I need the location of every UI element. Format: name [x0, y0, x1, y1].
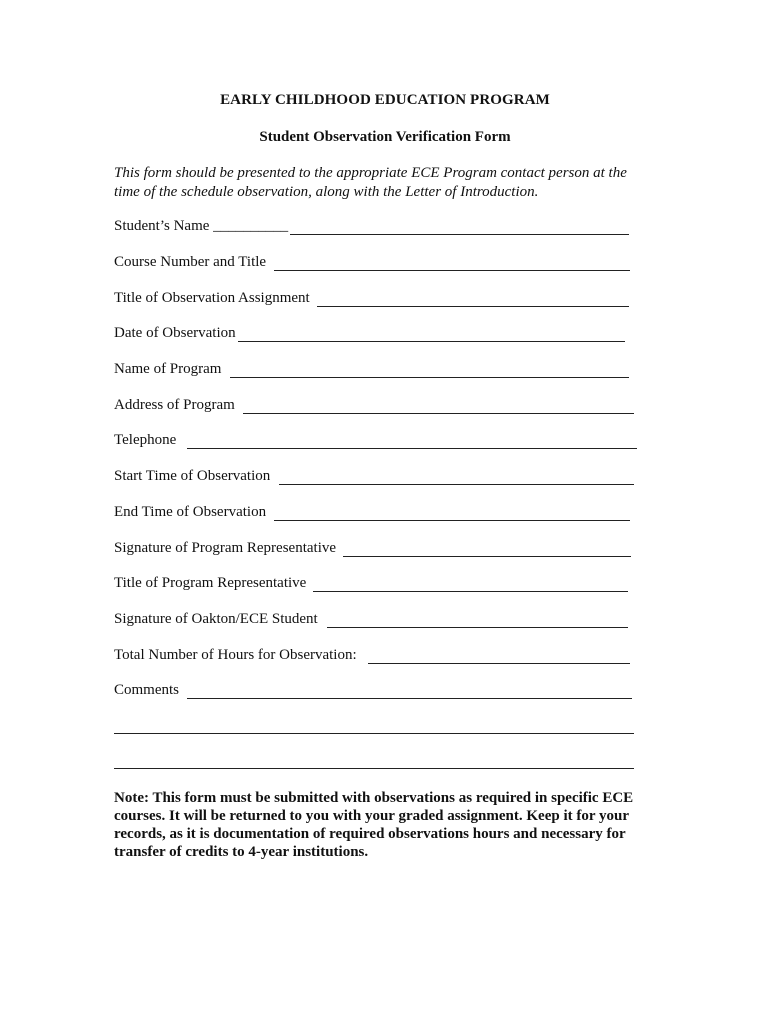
- title-program-rep-label: Title of Program Representative: [114, 575, 307, 591]
- title-program-rep-input-line[interactable]: [313, 591, 628, 592]
- address-program-input-line[interactable]: [243, 413, 634, 414]
- end-time-label: End Time of Observation: [114, 504, 267, 520]
- total-hours-field: [114, 647, 357, 667]
- note-text: Note: This form must be submitted with observations as required in specific ECE courses. It will be returned to you with your graded assignment. Keep it for your records, as it is documentation of required observations hours and necessary for transfer of credits to 4-year institutions.: [114, 790, 634, 860]
- comments-input-line-3[interactable]: [114, 768, 634, 769]
- start-time-label: Start Time of Observation: [114, 468, 271, 484]
- address-program-field: [114, 397, 235, 417]
- comments-input-line-2[interactable]: [114, 733, 634, 734]
- title-observation-assignment-label: Title of Observation Assignment: [114, 290, 310, 306]
- name-program-label: Name of Program: [114, 361, 222, 377]
- signature-program-rep-label: Signature of Program Representative: [114, 540, 337, 556]
- students-name-field: [114, 218, 288, 238]
- date-observation-label: Date of Observation: [114, 325, 236, 341]
- page-title: EARLY CHILDHOOD EDUCATION PROGRAM: [220, 92, 550, 108]
- students-name-label: Student’s Name __________: [114, 218, 289, 234]
- title-observation-assignment-field: [114, 290, 310, 310]
- signature-student-label: Signature of Oakton/ECE Student: [114, 611, 318, 627]
- telephone-label: Telephone: [114, 432, 177, 448]
- students-name-input-line[interactable]: [290, 234, 629, 235]
- start-time-input-line[interactable]: [279, 484, 634, 485]
- comments-field: [114, 682, 179, 702]
- name-program-input-line[interactable]: [230, 377, 629, 378]
- total-hours-label: Total Number of Hours for Observation:: [114, 647, 357, 663]
- course-number-title-label: Course Number and Title: [114, 254, 267, 270]
- address-program-label: Address of Program: [114, 397, 235, 413]
- title-program-rep-field: [114, 575, 306, 595]
- comments-input-line[interactable]: [187, 698, 632, 699]
- telephone-field: [114, 432, 176, 452]
- intro-text: This form should be presented to the appropriate ECE Program contact person at the time of the schedule observation, along with the Letter of Introduction.: [114, 165, 627, 200]
- end-time-input-line[interactable]: [274, 520, 630, 521]
- signature-student-field: [114, 611, 318, 631]
- telephone-input-line[interactable]: [187, 448, 637, 449]
- name-program-field: [114, 361, 221, 381]
- course-number-title-input-line[interactable]: [274, 270, 630, 271]
- signature-student-input-line[interactable]: [327, 627, 628, 628]
- course-number-title-field: [114, 254, 266, 274]
- signature-program-rep-field: [114, 540, 336, 560]
- date-observation-field: [114, 325, 236, 345]
- title-observation-assignment-input-line[interactable]: [317, 306, 629, 307]
- date-observation-input-line[interactable]: [238, 341, 625, 342]
- comments-label: Comments: [114, 682, 180, 698]
- end-time-field: [114, 504, 266, 524]
- start-time-field: [114, 468, 270, 488]
- total-hours-input-line[interactable]: [368, 663, 630, 664]
- form-subtitle: Student Observation Verification Form: [259, 129, 511, 145]
- signature-program-rep-input-line[interactable]: [343, 556, 631, 557]
